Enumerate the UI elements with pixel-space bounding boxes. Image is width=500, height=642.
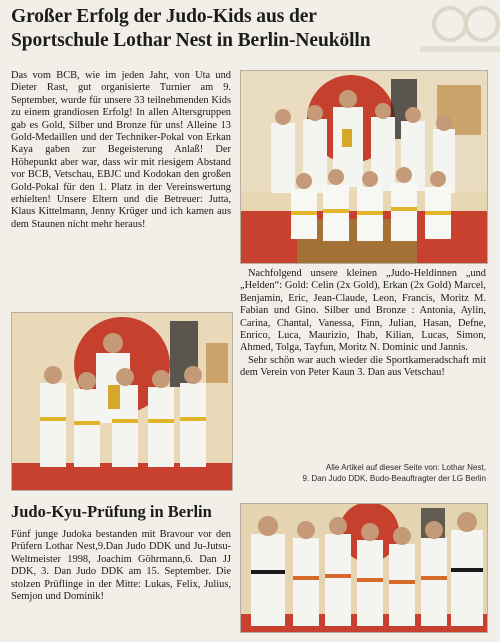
credit-line-1: Alle Artikel auf dieser Seite von: Lothar Nest, <box>325 463 486 472</box>
kyu-paragraph: Fünf junge Judoka bestanden mit Bravour vor den Prüfern Lothar Nest,9.Dan Judo DDK und Ju-Jutsu-Weltmeister 1998, Joachim Göhrmann,6. Dan JJ DDK, 3. Dan Judo DDK am 15. September. Die stolzen Prüflinge in der Mitte: Lukas, Felix, Julius, Semjon und Dominik! <box>11 529 231 603</box>
group-photo-icon <box>241 71 487 263</box>
kyu-exam-heading: Judo-Kyu-Prüfung in Berlin <box>11 502 212 521</box>
main-article-text <box>11 70 231 231</box>
main-paragraph: Das vom BCB, wie im jeden Jahr, von Uta und Dieter Rast, gut organisierte Turnier am 9. September, wurde für unsere 33 teilnehmenden Kids zu einem grandiosen Erfolg! In allen Altersgruppen gab es Gold, Silber und Bronze für uns! Alleine 13 Gold-Medaillen und der Techniker-Pokal von Erkan Kaya gaben zur Begeisterung Anlaß! Der Höhepunkt aber war, dass wir mit riesigem Abstand vor BCB, Vetschau, EBJC und Kodokan den großen Gold-Pokal für den 1. Platz in der Vereinswertung erhielten! Unsere Eltern und die Betreuer: Jutta, Klaus Kittelmann, Jenny Krüger und ich kamen aus dem Staunen nicht mehr heraus! <box>11 70 231 230</box>
credit-line-2: 9. Dan Judo DDK, Budo-Beauftragter der LG Berlin <box>302 474 486 484</box>
group-photo-icon <box>241 504 487 632</box>
friendship-paragraph: Sehr schön war auch wieder die Sportkameradschaft mit dem Verein von Peter Kaun 3. Dan aus Vetschau! <box>240 354 486 379</box>
kyu-exam-photo <box>240 503 488 633</box>
right-article-text <box>240 268 486 380</box>
article-headline <box>11 5 491 53</box>
kyu-exam-text <box>11 529 231 603</box>
winners-paragraph: Nachfolgend unsere kleinen „Judo-Heldinnen „und „Helden“: Gold: Celin (2x Gold), Erkan (2x Gold) Marcel, Benjamin, Eric, Jean-Claude, Leon, Francis, Moritz M. Fabian und Gino. Silber und Bronze : Antonia, Aylin, Carina, Chantal, Vanessa, Finn, Julian, Hasan, Defne, Enrico, Luca, Maurizio, Ihab, Kilian, Lucas, Simon, Ahmed, Tolga, Tayfun, Moritz N. Dominic und Jannis. <box>240 268 486 354</box>
author-credit <box>244 462 486 484</box>
small-group-photo <box>11 312 233 491</box>
group-photo-icon <box>12 313 232 490</box>
team-photo <box>240 70 488 264</box>
headline-line-2: Sportschule Lothar Nest in Berlin-Neukölln <box>11 30 371 51</box>
headline-line-1: Großer Erfolg der Judo-Kids aus der <box>11 6 317 27</box>
